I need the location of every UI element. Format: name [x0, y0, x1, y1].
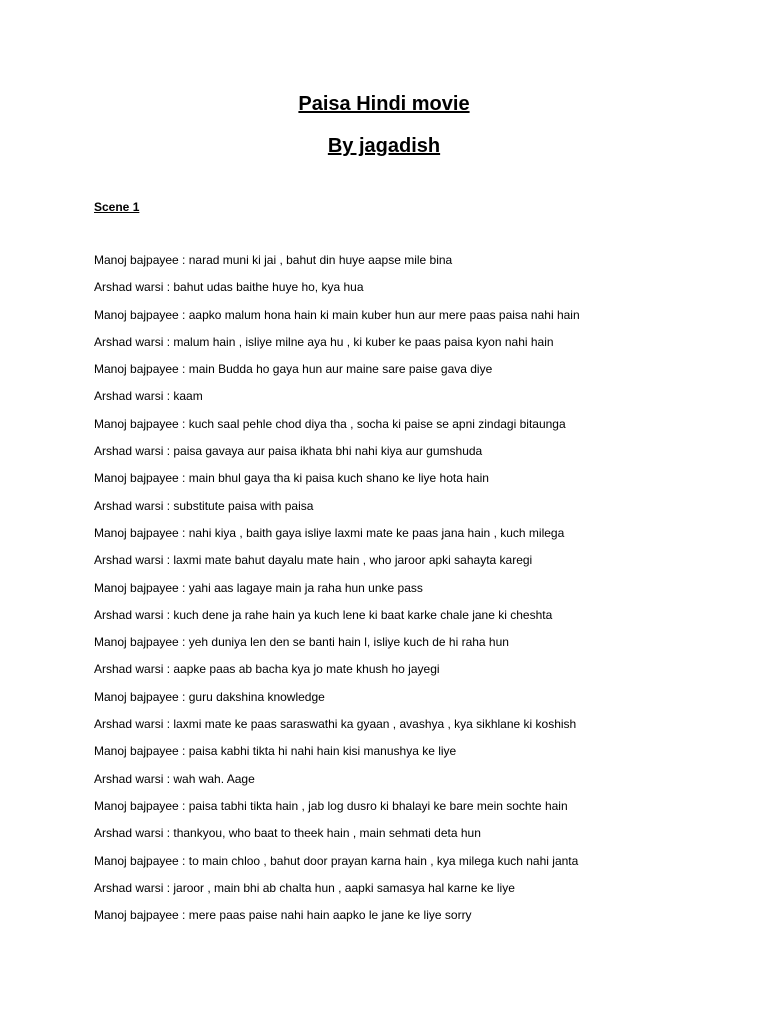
dialogue-line: Manoj bajpayee : guru dakshina knowledge [94, 689, 325, 704]
dialogue-line: Manoj bajpayee : paisa tabhi tikta hain , jab log dusro ki bhalayi ke bare mein sochte hain [94, 798, 568, 813]
dialogue-line: Manoj bajpayee : narad muni ki jai , bahut din huye aapse mile bina [94, 253, 453, 267]
dialogue-line: Arshad warsi : malum hain , isliye milne aya hu , ki kuber ke paas paisa kyon nahi hain [94, 334, 554, 349]
dialogue-line: Manoj bajpayee : mere paas paise nahi hain aapko le jane ke liye sorry [94, 908, 472, 923]
dialogue-line: Arshad warsi : jaroor , main bhi ab chalta hun , aapki samasya hal karne ke liye [94, 880, 515, 895]
dialogue-line: Arshad warsi : substitute paisa with paisa [94, 498, 314, 513]
document-title: Paisa Hindi movie [298, 93, 470, 115]
scene-heading: Scene 1 [94, 200, 140, 214]
dialogue-list [94, 252, 734, 934]
dialogue-line: Arshad warsi : bahut udas baithe huye ho, kya hua [94, 280, 364, 295]
dialogue-line: Manoj bajpayee : main bhul gaya tha ki paisa kuch shano ke liye hota hain [94, 471, 489, 486]
dialogue-line: Arshad warsi : kaam [94, 389, 203, 404]
dialogue-line: Manoj bajpayee : aapko malum hona hain ki main kuber hun aur mere paas paisa nahi hain [94, 307, 580, 322]
dialogue-line: Arshad warsi : thankyou, who baat to theek hain , main sehmati deta hun [94, 826, 481, 841]
dialogue-line: Manoj bajpayee : yahi aas lagaye main ja raha hun unke pass [94, 580, 423, 595]
dialogue-line: Manoj bajpayee : main Budda ho gaya hun aur maine sare paise gava diye [94, 362, 493, 377]
dialogue-line: Manoj bajpayee : to main chloo , bahut door prayan karna hain , kya milega kuch nahi janta [94, 853, 579, 868]
dialogue-line: Manoj bajpayee : nahi kiya , baith gaya isliye laxmi mate ke paas jana hain , kuch milega [94, 525, 565, 540]
dialogue-line: Manoj bajpayee : kuch saal pehle chod diya tha , socha ki paise se apni zindagi bitaunga [94, 416, 566, 431]
dialogue-line: Arshad warsi : kuch dene ja rahe hain ya kuch lene ki baat karke chale jane ki cheshta [94, 607, 553, 622]
document-author: By jagadish [327, 135, 441, 157]
dialogue-line: Arshad warsi : paisa gavaya aur paisa ikhata bhi nahi kiya aur gumshuda [94, 444, 483, 459]
dialogue-line: Arshad warsi : wah wah. Aage [94, 771, 255, 786]
dialogue-line: Manoj bajpayee : paisa kabhi tikta hi nahi hain kisi manushya ke liye [94, 744, 457, 759]
dialogue-line: Arshad warsi : laxmi mate ke paas saraswathi ka gyaan , avashya , kya sikhlane ki koshish [94, 717, 577, 732]
dialogue-line: Arshad warsi : laxmi mate bahut dayalu mate hain , who jaroor apki sahayta karegi [94, 553, 533, 568]
dialogue-line: Arshad warsi : aapke paas ab bacha kya jo mate khush ho jayegi [94, 662, 440, 677]
dialogue-line: Manoj bajpayee : yeh duniya len den se banti hain l, isliye kuch de hi raha hun [94, 635, 509, 650]
